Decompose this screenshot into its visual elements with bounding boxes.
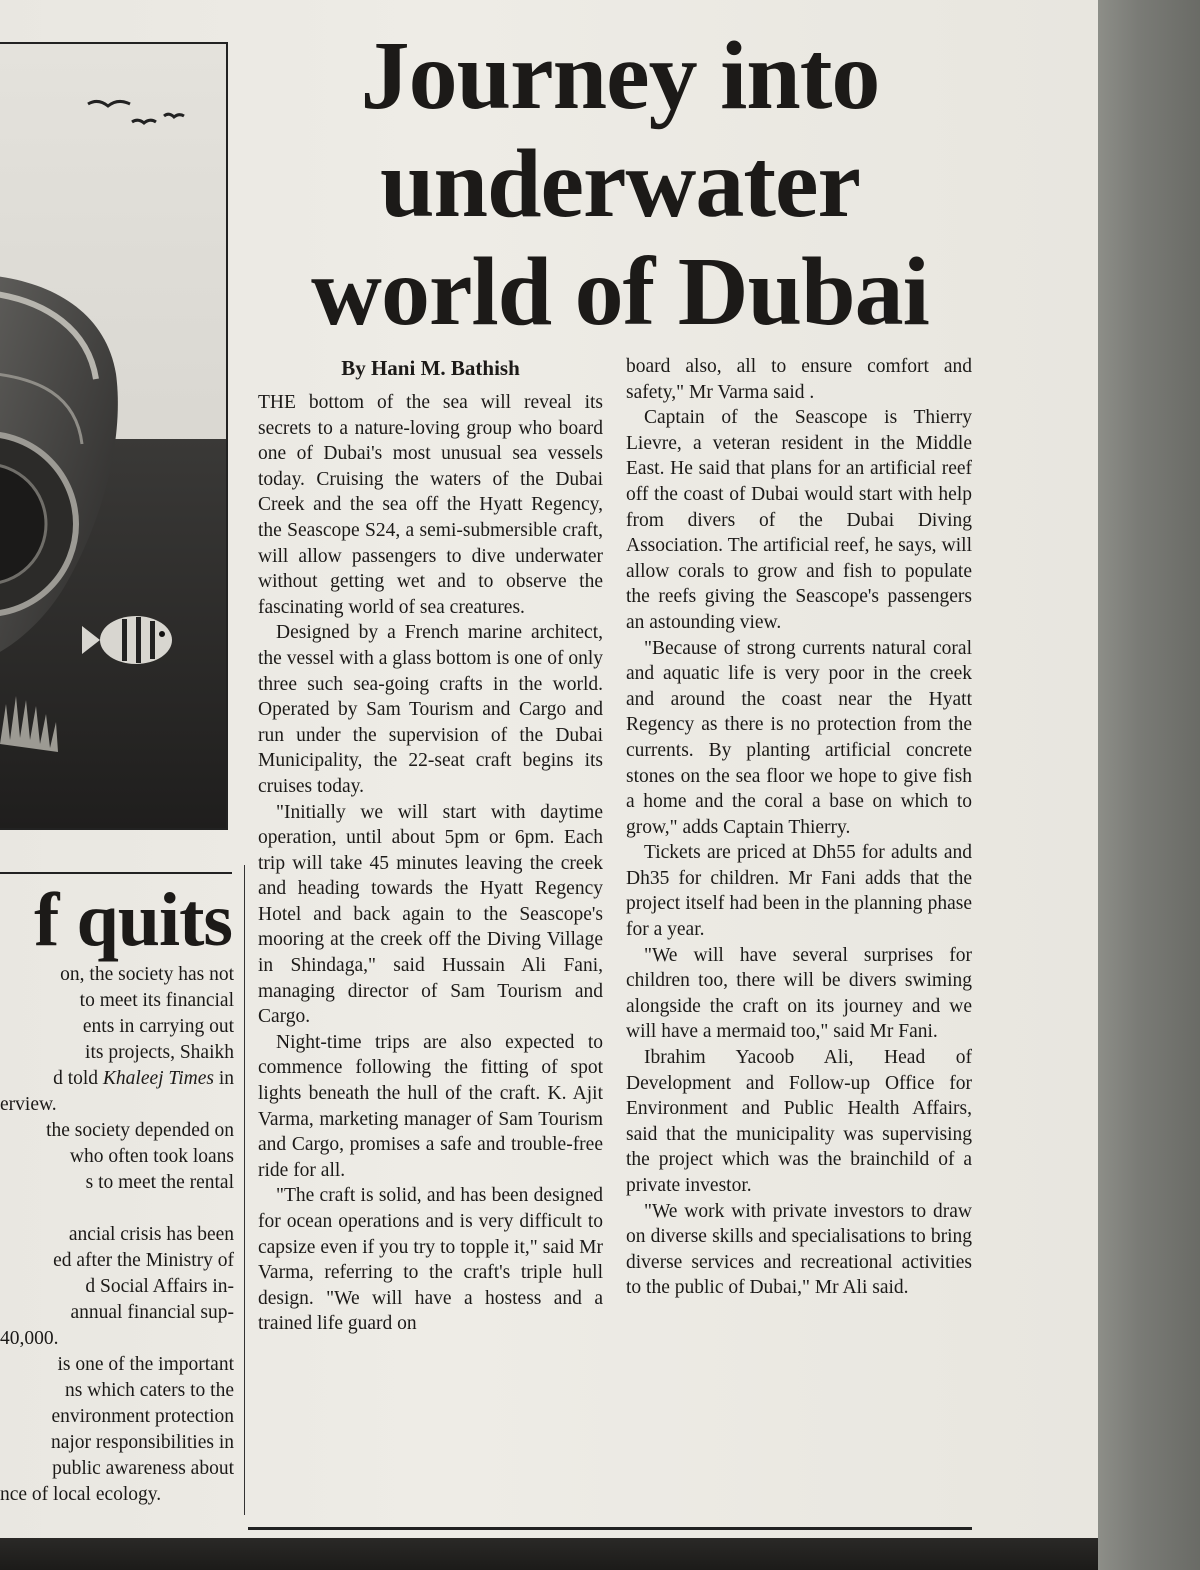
side-story-line: is one of the important [57, 1354, 234, 1375]
article-paragraph: "The craft is solid, and has been designed for ocean operations and is very difficult to capsize even if you try to topple it," said Mr Varma, referring to the craft's triple hull design. "We will have a hostess and a trained life guard on [258, 1185, 603, 1335]
side-story-line: najor responsibilities in [50, 1432, 234, 1453]
side-story-line: ns which caters to the [65, 1380, 234, 1401]
article-paragraph: Captain of the Seascope is Thierry Lievre, a veteran resident in the Middle East. He said that plans for an artificial reef off the coast of Dubai would start with help from divers of the Dubai Diving Association. The artificial reef, he says, will allow corals to grow and fish to populate the reefs giving the Seascope's passengers an astounding view. [626, 407, 972, 633]
article-paragraph: board also, all to ensure comfort and safety," Mr Varma said . [626, 356, 972, 403]
article-paragraph: "Because of strong currents natural coral and aquatic life is very poor in the creek and around the coast near the Hyatt Regency as there is no protection from the currents. By planting artificial concrete stones on the sea floor we hope to give fish a home and the coral a base on which to grow," adds Captain Thierry. [626, 637, 972, 838]
side-story-line: the society depended on [46, 1120, 234, 1141]
side-story-line: its projects, Shaikh [85, 1042, 234, 1063]
side-story-line: ed after the Ministry of [53, 1250, 234, 1271]
divider [0, 872, 232, 874]
side-story-line: nce of local ecology. [0, 1484, 162, 1505]
side-story-line: annual financial sup- [70, 1302, 234, 1323]
side-story-line: ancial crisis has been [68, 1224, 234, 1245]
side-story-line: public awareness about [52, 1458, 234, 1479]
column-divider [244, 865, 245, 1515]
side-story-line: who often took loans [69, 1146, 234, 1167]
side-story-column [0, 962, 234, 1508]
submarine-photo-illustration [0, 44, 226, 828]
side-story-line: to meet its financial [79, 990, 234, 1011]
side-story-line: s to meet the rental [85, 1172, 234, 1193]
publication-name: Khaleej Times [102, 1068, 214, 1089]
backdrop [1098, 0, 1200, 1570]
article-paragraph: Designed by a French marine architect, the vessel with a glass bottom is one of only three such sea-going crafts in the world. Operated by Sam Tourism and Cargo and run under the supervision of the Dubai Municipality, the 22-seat craft begins its cruises today. [258, 622, 604, 797]
side-story-text: in [213, 1068, 234, 1089]
submarine-photo [0, 42, 228, 830]
article-paragraph: Ibrahim Yacoob Ali, Head of Development and Follow-up Office for Environment and Public Health Affairs, said that the municipality was supervising the project which was the brainchild of a private investor. [626, 1047, 972, 1196]
byline: By Hani M. Bathish [341, 356, 520, 380]
headline [255, 22, 985, 346]
next-section-edge [0, 1538, 1098, 1570]
side-story-line: d Social Affairs in- [85, 1276, 234, 1297]
article-paragraph: Night-time trips are also expected to commence following the fitting of spot lights beneath the hull of the craft. K. Ajit Varma, marketing manager of Sam Tourism and Cargo, promises a safe and trouble-free ride for all. [258, 1031, 603, 1181]
headline-line: world of Dubai [311, 238, 929, 346]
article-column-1 [258, 390, 603, 1337]
divider [248, 1527, 972, 1530]
side-story-line: erview. [0, 1094, 57, 1115]
side-story-line: on, the society has not [60, 964, 234, 985]
article-paragraph: Tickets are priced at Dh55 for adults and Dh35 for children. Mr Fani adds that the project itself had been in the planning phase for a year. [626, 842, 972, 941]
article-paragraph: THE bottom of the sea will reveal its secrets to a nature-loving group who board one of Dubai's most unusual sea vessels today. Cruising the waters of the Dubai Creek and the sea off the Hyatt Regency, the Seascope S24, a semi-submersible craft, will allow passengers to dive underwater without getting wet and to observe the fascinating world of sea creatures. [258, 392, 603, 618]
article-paragraph: "We will have several surprises for children too, there will be divers swiming alongside the craft on its journey and we will have a mermaid too," said Mr Fani. [626, 944, 972, 1043]
side-story-line: 40,000. [0, 1328, 59, 1349]
side-story-text: d told [53, 1068, 103, 1089]
side-story-line [0, 1066, 234, 1092]
article-paragraph: "We work with private investors to draw on diverse skills and specialisations to bring diverse services and recreational activities to the public of Dubai," Mr Ali said. [626, 1200, 972, 1299]
headline-line: underwater [380, 130, 860, 238]
side-story-heading: f quits [34, 878, 232, 962]
article-column-2 [626, 354, 972, 1301]
article-paragraph: "Initially we will start with daytime operation, until about 5pm or 6pm. Each trip will take 45 minutes leaving the creek and heading towards the Hyatt Regency Hotel and back again to the Seascope's mooring at the creek off the Diving Village in Shindaga," said Hussain Ali Fani, managing director of Sam Tourism and Cargo. [258, 801, 603, 1028]
side-story-line: ents in carrying out [82, 1016, 234, 1037]
headline-line: Journey into [360, 22, 880, 130]
side-story-line: environment protection [51, 1406, 234, 1427]
